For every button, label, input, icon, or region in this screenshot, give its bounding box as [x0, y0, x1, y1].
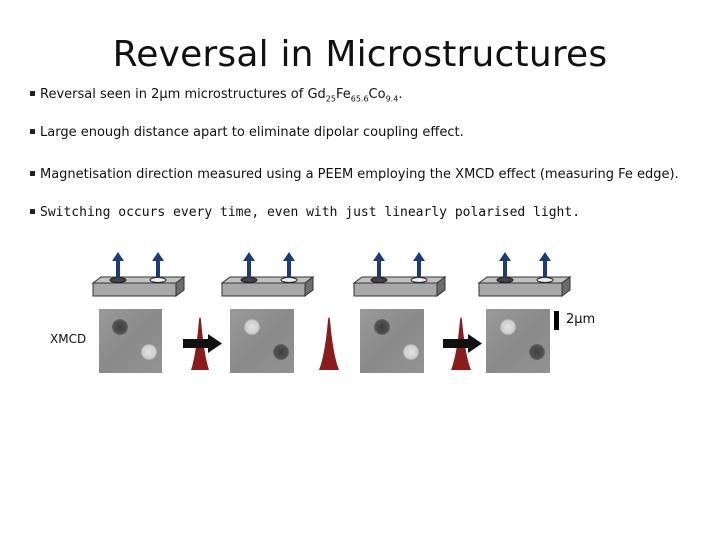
- bullet-2-text: Large enough distance apart to eliminate dipolar coupling effect.: [40, 125, 464, 140]
- bullet-1-sub-gd: 25: [325, 94, 336, 104]
- magnetisation-up-icon: [243, 252, 255, 261]
- bullet-1-mu: μ: [159, 87, 168, 102]
- magnetisation-up-icon: [539, 252, 551, 261]
- bullet-3: [30, 167, 679, 182]
- xmcd-label: XMCD: [50, 332, 87, 346]
- slide-title: Reversal in Microstructures: [112, 34, 608, 76]
- sample-block-3: [354, 252, 445, 296]
- bullet-marker-icon: [30, 129, 35, 134]
- xmcd-image-2: [230, 309, 294, 373]
- scale-bar: [554, 311, 559, 330]
- magnetisation-up-icon: [373, 252, 385, 261]
- right-arrow-icon: [208, 334, 222, 353]
- scale-label: 2μm: [566, 312, 596, 327]
- bullet-4-text: Switching occurs every time, even with just linearly polarised light.: [40, 205, 581, 220]
- bullet-1-end: .: [398, 87, 403, 102]
- bullet-2: [30, 125, 464, 140]
- bullet-marker-icon: [30, 171, 35, 176]
- magnetisation-up-icon: [283, 252, 295, 261]
- bullet-1-text-b: m microstructures of Gd: [167, 87, 326, 102]
- laser-pulse-2: [319, 317, 339, 370]
- bullet-marker-icon: [30, 209, 35, 214]
- sample-block-1: [93, 252, 184, 296]
- bullet-1-text-a: Reversal seen in 2: [40, 87, 160, 102]
- bullet-1-sub-fe: 65.6: [350, 94, 369, 104]
- magnetisation-up-icon: [499, 252, 511, 261]
- sample-block-2: [222, 252, 313, 296]
- bullet-3-text: Magnetisation direction measured using a PEEM employing the XMCD effect (measuring Fe edge).: [40, 167, 679, 182]
- right-arrow-icon: [468, 334, 482, 353]
- reversal-diagram: [0, 240, 720, 390]
- bullet-1: [30, 87, 402, 104]
- bullet-1-fe: Fe: [335, 87, 351, 102]
- magnetisation-up-icon: [413, 252, 425, 261]
- bullet-1-co: Co: [368, 87, 386, 102]
- bullet-1-sub-co: 9.4: [385, 94, 399, 104]
- magnetisation-up-icon: [152, 252, 164, 261]
- magnetisation-up-icon: [112, 252, 124, 261]
- xmcd-image-4: [486, 309, 550, 373]
- bullet-marker-icon: [30, 91, 35, 96]
- sample-block-4: [479, 252, 570, 296]
- xmcd-image-3: [360, 309, 424, 373]
- laser-pulse-1: [183, 317, 222, 370]
- bullet-4: [30, 205, 580, 220]
- laser-pulse-3: [443, 317, 482, 370]
- xmcd-image-1: [99, 309, 162, 373]
